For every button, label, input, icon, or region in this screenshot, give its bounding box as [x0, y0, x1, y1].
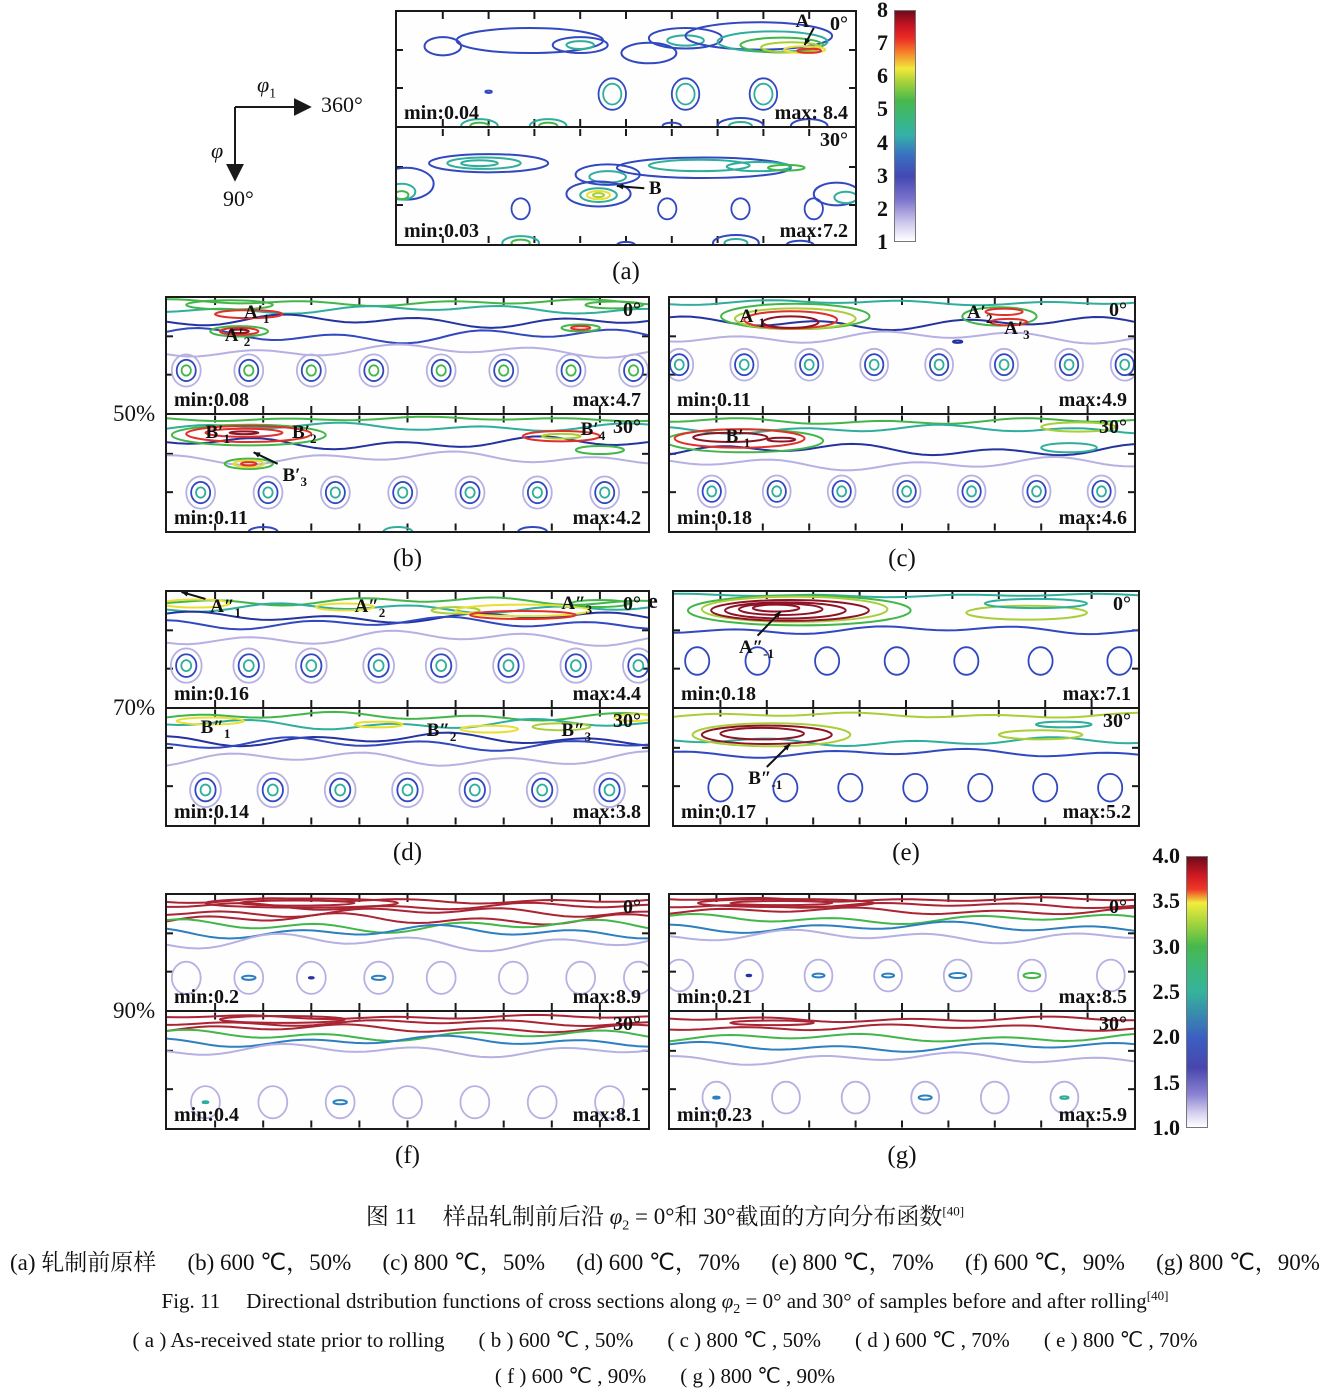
section-label: 30°: [820, 129, 848, 151]
cbar-tick-label: 4.0: [1152, 843, 1180, 868]
panel-letter-b: (b): [392, 545, 423, 572]
panel-letter-a: (a): [612, 258, 640, 285]
max-label: max:4.4: [572, 683, 641, 705]
plot-d-30deg: [165, 707, 650, 827]
max-label: max:3.8: [572, 801, 641, 823]
cbar-tick-label: 4: [877, 129, 888, 155]
annotation-A: A: [795, 11, 810, 32]
min-label: min:0.18: [681, 683, 756, 705]
panel-a: [395, 10, 857, 246]
cbar-tick-label: 3.5: [1152, 888, 1180, 914]
plot-a-0deg: [395, 10, 857, 128]
plot-e-0deg: [672, 590, 1140, 709]
row-label-50%: 50%: [113, 400, 156, 426]
annotation-B-1: $B''_{-1}$: [748, 768, 783, 793]
min-label: min:0.11: [174, 507, 248, 529]
section-label: 0°: [623, 896, 641, 918]
annotation-B1: $B'_1$: [205, 422, 230, 446]
section-label: 30°: [613, 1013, 641, 1035]
max-label: max:8.9: [572, 986, 641, 1008]
cn-reference: [40]: [942, 1203, 965, 1219]
cn-caption-item: (g) 800 ℃，90%: [1156, 1250, 1320, 1275]
plot-f-0deg: [165, 893, 650, 1012]
phi-max-label: 90°: [223, 186, 254, 211]
caption-en-items-1: [0, 1328, 1330, 1353]
cbar-tick-label: 1: [877, 229, 888, 254]
cn-caption-item: (c) 800 ℃，50%: [382, 1250, 546, 1275]
phi1-label: $\varphi_1$: [257, 72, 277, 102]
annotation-A3: $A''_3$: [561, 593, 593, 618]
section-label: 0°: [623, 593, 641, 615]
annotation-B1: $B''_1$: [200, 717, 231, 742]
phi-label: φ: [211, 138, 224, 163]
max-label: max:4.6: [1058, 507, 1127, 529]
annotation-B2: $B'_2$: [292, 422, 317, 446]
colorbar-top-gradient: [894, 10, 916, 242]
cn-caption-item: (e) 800 ℃，70%: [771, 1250, 934, 1275]
max-label: max:4.2: [572, 507, 641, 529]
max-label: max:4.9: [1058, 389, 1127, 411]
min-label: min:0.4: [174, 1104, 239, 1126]
section-label: 0°: [1109, 299, 1127, 321]
panel-f: [165, 893, 650, 1130]
annotation-A1: $A'_1$: [243, 301, 270, 326]
caption-cn-title: 图 11 样品轧制前后沿 $\varphi_2 = 0^\circ$和 30°截面的方向分布函数[40]: [365, 1203, 965, 1234]
annotation-A2: $A'_2$: [966, 301, 993, 326]
caption-en-items-2: [0, 1364, 1330, 1389]
cbar-tick-label: 3: [877, 162, 888, 188]
annotation-A-1: $A''_{-1}$: [738, 637, 775, 661]
max-label: max:8.5: [1058, 986, 1127, 1008]
max-label: max:8.1: [572, 1104, 641, 1126]
plot-e-30deg: [672, 707, 1140, 827]
phi-symbol: φ: [721, 1289, 734, 1313]
annotation-B2: $B''_2$: [426, 719, 457, 744]
annotation-B3: $B'_3$: [282, 465, 307, 489]
en-reference: [40]: [1146, 1288, 1169, 1303]
min-label: min:0.03: [404, 220, 479, 242]
plot-c-30deg: [668, 413, 1136, 533]
axis-legend: [205, 62, 375, 222]
panel-b: [165, 296, 650, 533]
row-label-70%: 70%: [113, 694, 156, 720]
cbar-tick-label: 8: [877, 0, 888, 22]
panel-letter-g: (g): [887, 1142, 917, 1169]
max-label: max:7.1: [1062, 683, 1131, 705]
panel-c: [668, 296, 1136, 533]
en-caption-item: ( c ) 800 ℃ , 50%: [667, 1328, 821, 1352]
section-label: 30°: [613, 416, 641, 438]
colorbar-top-ticks: [856, 0, 894, 254]
cbar-tick-label: 1.5: [1152, 1069, 1180, 1095]
section-label: 30°: [1099, 416, 1127, 438]
cn-title-text: 样品轧制前后沿: [442, 1204, 610, 1229]
annotation-A3: $A'_3$: [1004, 317, 1030, 342]
max-label: max:4.7: [572, 389, 641, 411]
caption-en-title: Fig. 11 Directional dstribution functions of cross sections along $\varphi_2 = 0^\circ$ and 30° of samples before and after rolling[40]: [161, 1288, 1169, 1318]
cbar-tick-label: 7: [877, 30, 888, 56]
section-label: 30°: [613, 710, 641, 732]
max-label: max:7.2: [779, 220, 848, 242]
stray-letter-e: e: [648, 588, 658, 613]
panel-letter-d: (d): [392, 839, 423, 866]
colorbar-bottom-ticks: [1136, 843, 1186, 1140]
cbar-tick-label: 2: [877, 195, 888, 221]
plot-d-0deg: [165, 590, 650, 709]
cbar-tick-label: 3.0: [1152, 933, 1180, 959]
min-label: min:0.04: [404, 102, 479, 124]
plot-c-0deg: [668, 296, 1136, 415]
annotation-A2: $A''_2$: [354, 595, 386, 620]
max-label: max: 8.4: [774, 102, 848, 124]
en-caption-item: ( a ) As-received state prior to rolling: [132, 1328, 445, 1352]
plot-b-0deg: [165, 296, 650, 415]
en-caption-item: ( g ) 800 ℃ , 90%: [680, 1364, 836, 1388]
en-caption-item: ( f ) 600 ℃ , 90%: [494, 1364, 647, 1388]
min-label: min:0.14: [174, 801, 249, 823]
plot-g-30deg: [668, 1010, 1136, 1130]
caption-cn-items: [0, 1244, 1330, 1277]
cn-caption-item: (f) 600 ℃，90%: [964, 1250, 1125, 1275]
en-fig-number: Fig. 11: [161, 1289, 221, 1313]
plot-b-30deg: [165, 413, 650, 533]
section-label: 0°: [623, 299, 641, 321]
min-label: min:0.17: [681, 801, 756, 823]
cn-caption-item: (b) 600 ℃，50%: [187, 1250, 352, 1275]
section-label: 30°: [1103, 710, 1131, 732]
annotation-B1: $B'_1$: [725, 425, 751, 450]
annotation-B: B: [648, 178, 662, 200]
panel-letter-e: (e): [892, 839, 920, 866]
cn-caption-item: (d) 600 ℃，70%: [576, 1250, 741, 1275]
min-label: min:0.23: [677, 1104, 752, 1126]
panel-letter-c: (c): [888, 545, 916, 572]
plot-f-30deg: [165, 1010, 650, 1130]
panel-e: [672, 590, 1140, 827]
min-label: min:0.2: [174, 986, 239, 1008]
colorbar-bottom: [1136, 843, 1208, 1140]
panel-g: [668, 893, 1136, 1130]
min-label: min:0.11: [677, 389, 751, 411]
annotation-A1: $A''_1$: [210, 595, 241, 620]
cbar-tick-label: 5: [877, 96, 888, 122]
cbar-tick-label: 1.0: [1152, 1115, 1180, 1140]
max-label: max:5.9: [1058, 1104, 1127, 1126]
max-label: max:5.2: [1062, 801, 1131, 823]
en-caption-item: ( d ) 600 ℃ , 70%: [854, 1328, 1010, 1352]
annotation-A1: $A'_1$: [739, 306, 766, 330]
section-label: 0°: [1113, 593, 1131, 615]
en-title-text: Directional dstribution functions of cross sections along: [246, 1289, 722, 1313]
cn-fig-number: 图 11: [365, 1204, 417, 1229]
min-label: min:0.21: [677, 986, 752, 1008]
section-label: 0°: [830, 13, 848, 35]
min-label: min:0.08: [174, 389, 249, 411]
row-label-90%: 90%: [113, 997, 156, 1023]
min-label: min:0.16: [174, 683, 249, 705]
min-label: min:0.18: [677, 507, 752, 529]
cn-caption-item: (a) 轧制前原样: [10, 1250, 157, 1275]
colorbar-bottom-gradient: [1186, 856, 1208, 1128]
en-caption-item: ( b ) 600 ℃ , 50%: [478, 1328, 634, 1352]
annotation-B3: $B''_3$: [561, 719, 592, 744]
cbar-tick-label: 6: [877, 63, 888, 89]
plot-g-0deg: [668, 893, 1136, 1012]
cbar-tick-label: 2.0: [1152, 1024, 1180, 1050]
annotation-A2: $A'_2$: [224, 324, 251, 349]
colorbar-top: [856, 0, 916, 254]
section-label: 30°: [1099, 1013, 1127, 1035]
section-label: 0°: [1109, 896, 1127, 918]
phi-symbol: φ: [609, 1204, 623, 1229]
annotation-B4: $B'_4$: [580, 418, 606, 443]
plot-a-30deg: [395, 126, 857, 246]
panel-letter-f: (f): [395, 1142, 420, 1169]
en-caption-item: ( e ) 800 ℃ , 70%: [1043, 1328, 1198, 1352]
cbar-tick-label: 2.5: [1152, 979, 1180, 1004]
phi1-max-label: 360°: [321, 92, 363, 117]
panel-d: [165, 590, 650, 827]
